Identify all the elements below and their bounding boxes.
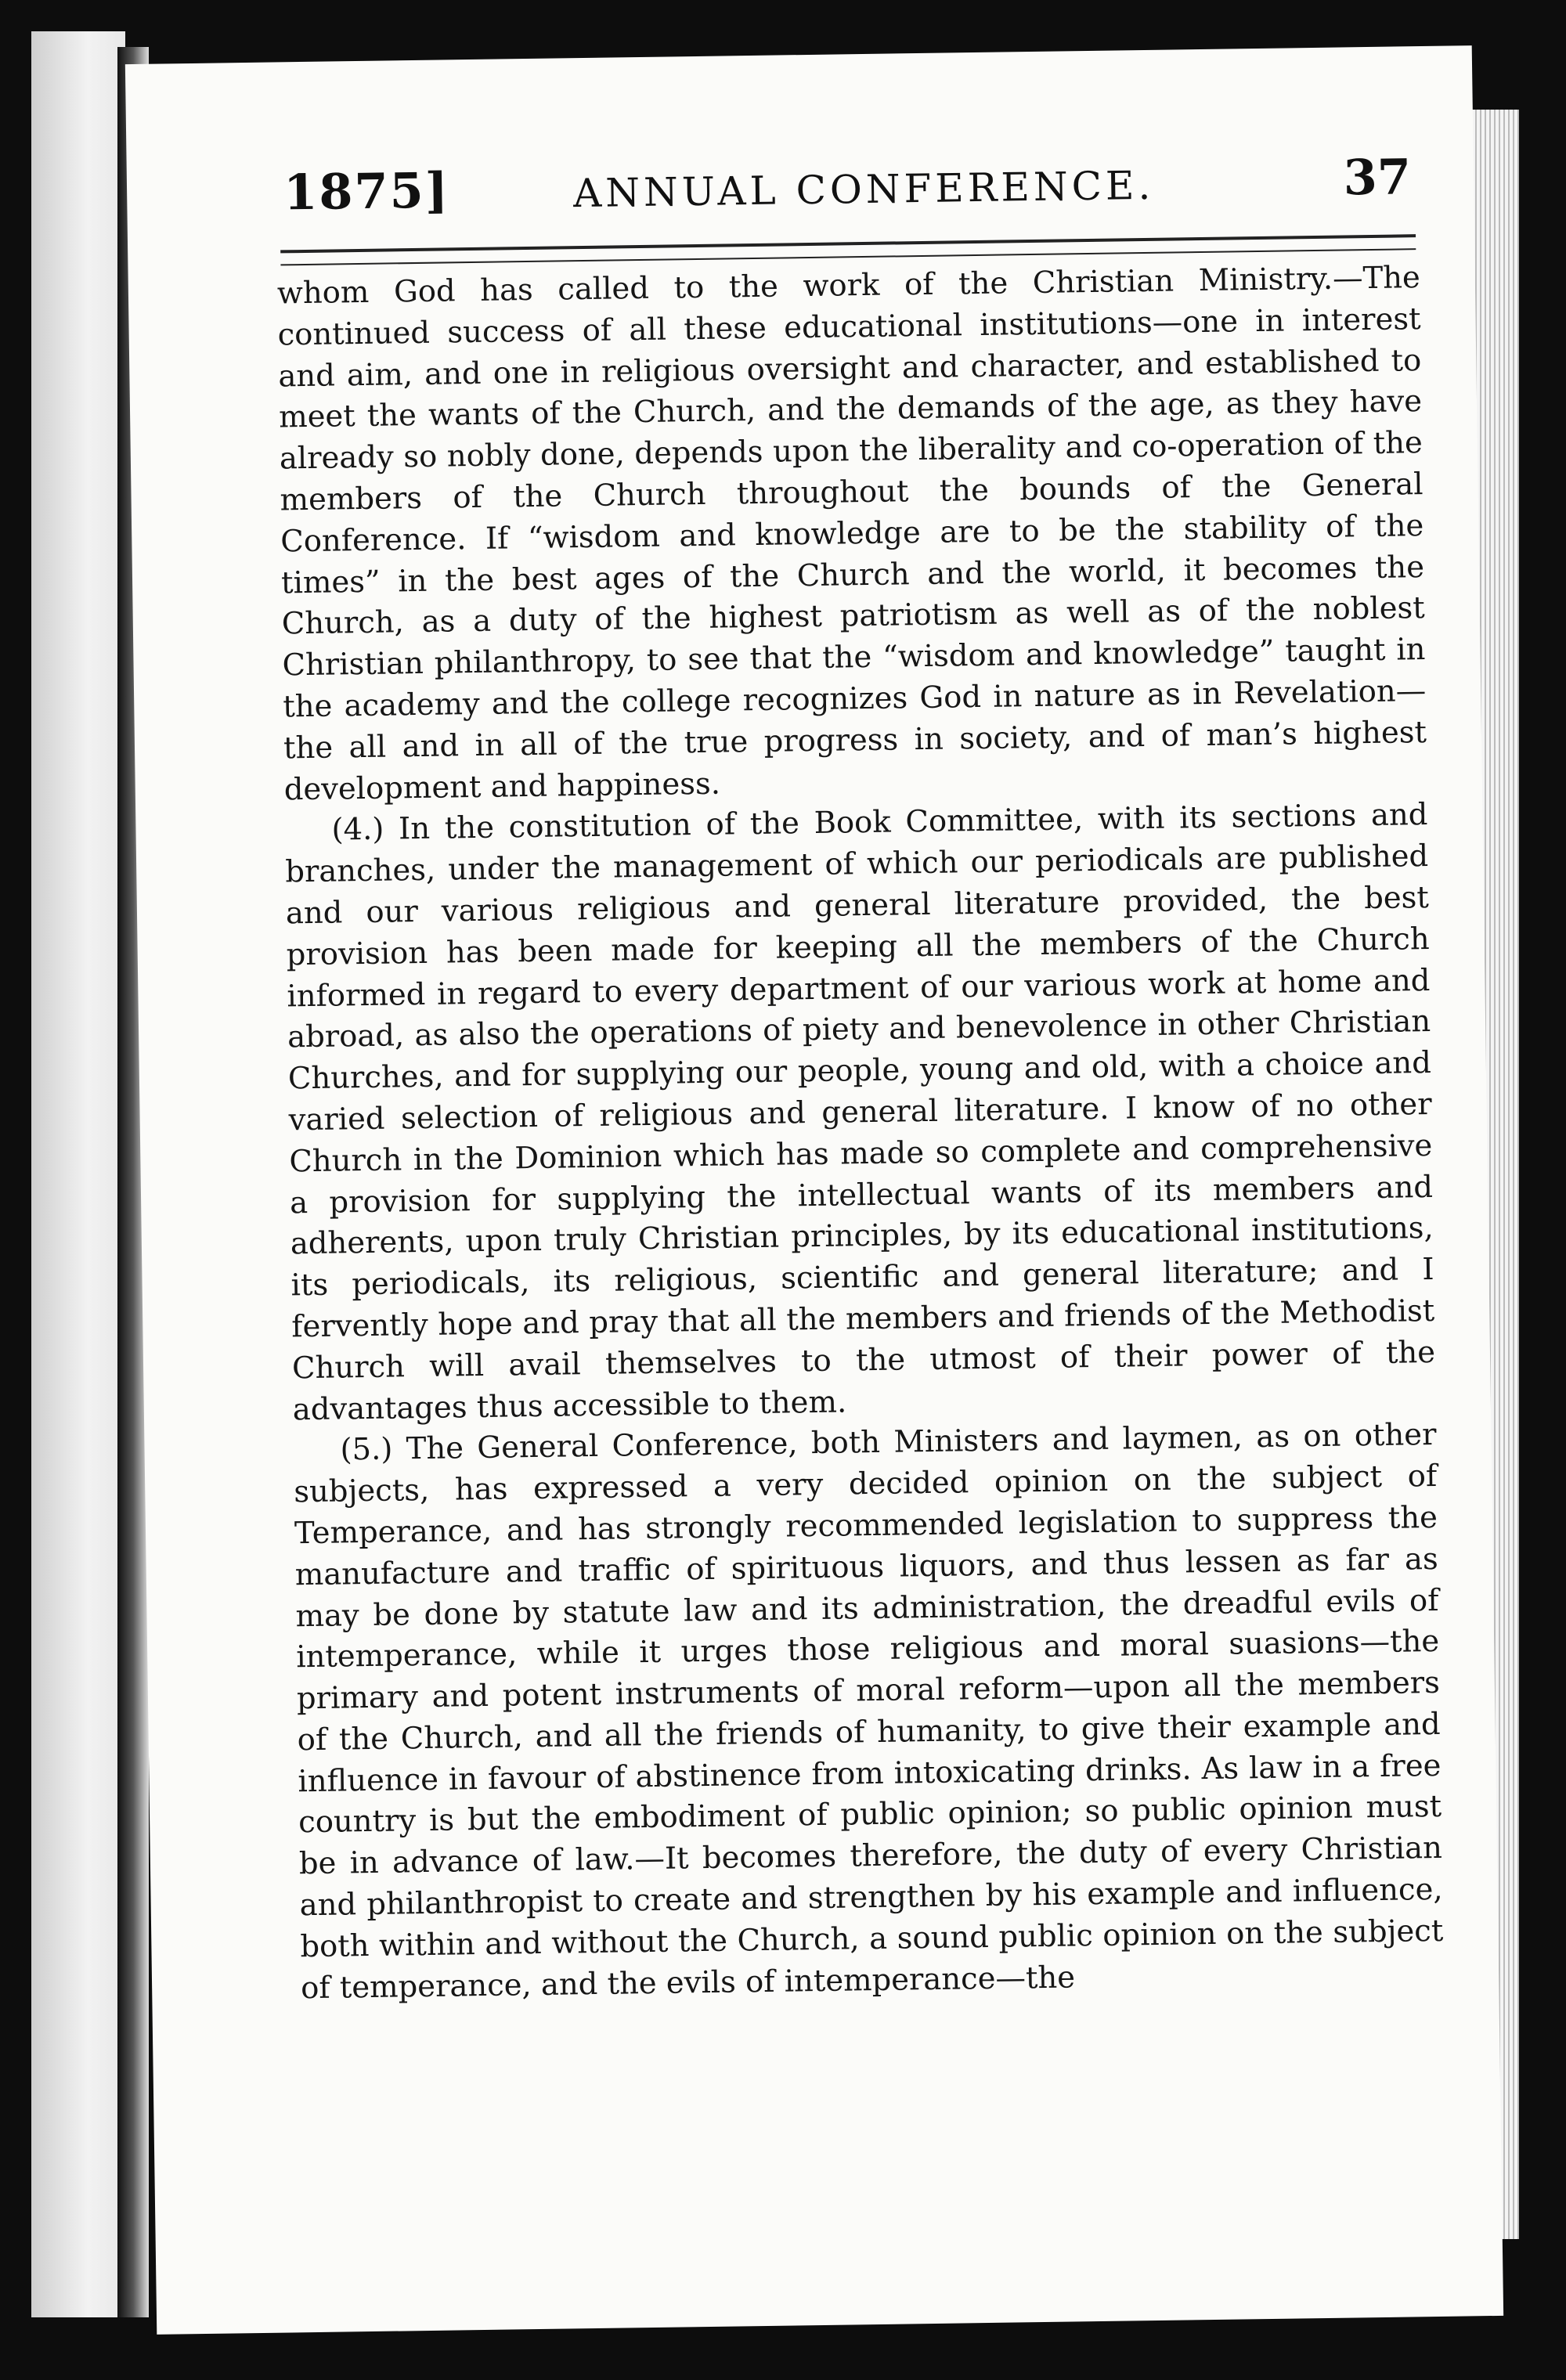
paragraph-5: (5.) The General Conference, both Ministers and laymen, as on other subjects, has expressed a very decided opinion on the subject of Temperance, and has strongly recommended legislation to suppress the manufacture and traffic of spirituous liquors, and thus lessen as far as may be done by statute law and its administration, the dreadful evils of intemperance, while it urges those religious and moral suasions—the primary and potent instruments of moral reform—upon all the members of the Church, and all the friends of humanity, to give their example and influence in favour of abstinence from intoxicating drinks. As law in a free country is but the embodiment of public opinion; so public opinion must be in advance of law.—It becomes therefore, the duty of every Christian and philanthropist to create and strengthen by his example and influence, both within and without the Church, a sound public opinion on the subject of temperance, and the evils of intemperance—the [294, 1417, 1444, 2006]
page-number: 37 [1343, 148, 1412, 207]
previous-page-edge [31, 31, 125, 2317]
body-text [277, 258, 1445, 2010]
running-head-year: 1875] [283, 161, 450, 222]
running-head-title: ANNUAL CONFERENCE. [572, 162, 1155, 217]
running-head [283, 148, 1412, 250]
paragraph-4: (4.) In the constitution of the Book Committee, with its sections and branches, under the management of which our periodicals are published and our various religious and general literature provided, the best provision has been made for keeping all the members of the Church informed in regard to every department of our various work at home and abroad, as also the operations of piety and benevolence in other Christian Churches, and for supplying our people, young and old, with a choice and varied selection of religious and general literature. I know of no other Church in the Dominion which has made so complete and comprehensive a provision for supplying the intellectual wants of its members and adherents, upon truly Christian principles, by its educational institutions, its periodicals, its religious, scientific and general literature; and I fervently hope and pray that all the members and friends of the Methodist Church will avail themselves to the utmost of their power of the advantages thus accessible to them. [284, 797, 1436, 1427]
paragraph-continued: whom God has called to the work of the Christian Ministry.—The continued success of all these educational institutions—one in interest and aim, and one in religious oversight and character, and established to meet the wants of the Church, and the demands of the age, as they have already so nobly done, depends upon the liberality and co-operation of the members of the Church throughout the bounds of the General Conference. If “wisdom and knowledge are to be the stability of the times” in the best ages of the Church and the world, it becomes the Church, as a duty of the highest patriotism as well as of the noblest Christian philanthropy, to see that the “wisdom and knowledge” taught in the academy and the college recognizes God in nature as in Revelation—the all and in all of the true progress in society, and of man’s highest development and happiness. [276, 260, 1427, 807]
book-page [125, 45, 1503, 2335]
